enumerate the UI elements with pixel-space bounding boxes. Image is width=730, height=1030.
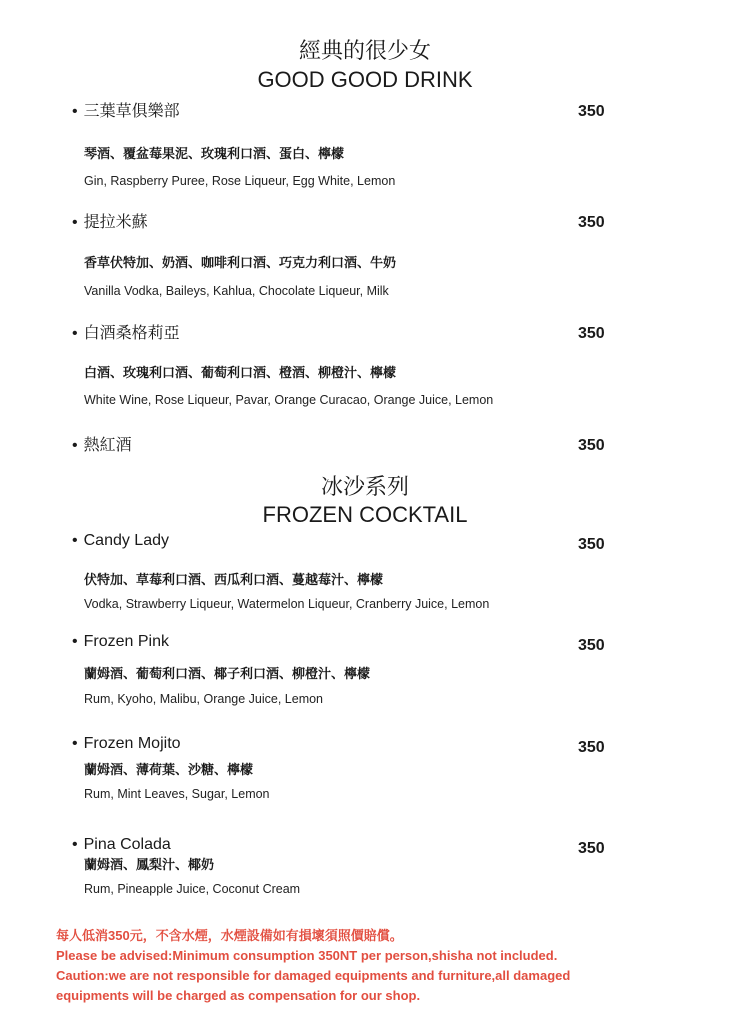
ingredients-en: Rum, Pineapple Juice, Coconut Cream	[84, 882, 301, 896]
menu-item-name: • Candy Lady	[72, 531, 169, 551]
notice-line: equipments will be charged as compensation for our shop.	[56, 988, 421, 1003]
ingredients-zh: 蘭姆酒、鳳梨汁、椰奶	[84, 857, 215, 872]
section-title-en: GOOD GOOD DRINK	[257, 67, 473, 92]
section-title-zh: 經典的很少女	[298, 38, 431, 63]
menu-item-price: 350	[578, 437, 605, 454]
menu-item-name: • Pina Colada	[72, 835, 171, 855]
menu-item-price: 350	[578, 325, 605, 342]
section-title-en: FROZEN COCKTAIL	[262, 502, 468, 527]
menu-item-price: 350	[578, 103, 605, 120]
menu-item-price: 350	[578, 214, 605, 231]
menu-item-name: • Frozen Mojito	[72, 734, 181, 754]
section-title-zh: 冰沙系列	[320, 474, 409, 499]
menu-item-price: 350	[578, 840, 605, 857]
notice-line: Please be advised:Minimum consumption 350NT per person,shisha not included.	[56, 948, 558, 963]
ingredients-zh: 琴酒、覆盆莓果泥、玫瑰利口酒、蛋白、檸檬	[84, 146, 345, 161]
ingredients-zh: 伏特加、草莓利口酒、西瓜利口酒、蔓越莓汁、檸檬	[84, 572, 384, 587]
menu-item-name: • 熱紅酒	[72, 436, 132, 456]
ingredients-zh: 香草伏特加、奶酒、咖啡利口酒、巧克力利口酒、牛奶	[84, 255, 397, 270]
ingredients-zh: 蘭姆酒、葡萄利口酒、椰子利口酒、柳橙汁、檸檬	[84, 666, 371, 681]
menu-item-name: • Frozen Pink	[72, 632, 169, 652]
ingredients-en: Vodka, Strawberry Liqueur, Watermelon Liqueur, Cranberry Juice, Lemon	[84, 597, 490, 611]
menu-item-name: • 三葉草俱樂部	[72, 102, 180, 122]
menu-item-name: • 白酒桑格莉亞	[72, 324, 180, 344]
ingredients-en: Gin, Raspberry Puree, Rose Liqueur, Egg White, Lemon	[84, 174, 396, 188]
ingredients-en: Vanilla Vodka, Baileys, Kahlua, Chocolate Liqueur, Milk	[84, 284, 389, 298]
menu-item-price: 350	[578, 637, 605, 654]
menu-item-price: 350	[578, 536, 605, 553]
ingredients-en: Rum, Mint Leaves, Sugar, Lemon	[84, 787, 270, 801]
ingredients-en: White Wine, Rose Liqueur, Pavar, Orange Curacao, Orange Juice, Lemon	[84, 393, 494, 407]
menu-item-name: • 提拉米蘇	[72, 213, 148, 233]
notice-line: Caution:we are not responsible for damaged equipments and furniture,all damaged	[56, 968, 571, 983]
menu-item-price: 350	[578, 739, 605, 756]
ingredients-en: Rum, Kyoho, Malibu, Orange Juice, Lemon	[84, 692, 324, 706]
notice-line: 每人低消350元，不含水煙，水煙設備如有損壞須照價賠償。	[56, 928, 403, 943]
ingredients-zh: 白酒、玫瑰利口酒、葡萄利口酒、橙酒、柳橙汁、檸檬	[84, 365, 397, 380]
ingredients-zh: 蘭姆酒、薄荷葉、沙糖、檸檬	[84, 762, 254, 777]
